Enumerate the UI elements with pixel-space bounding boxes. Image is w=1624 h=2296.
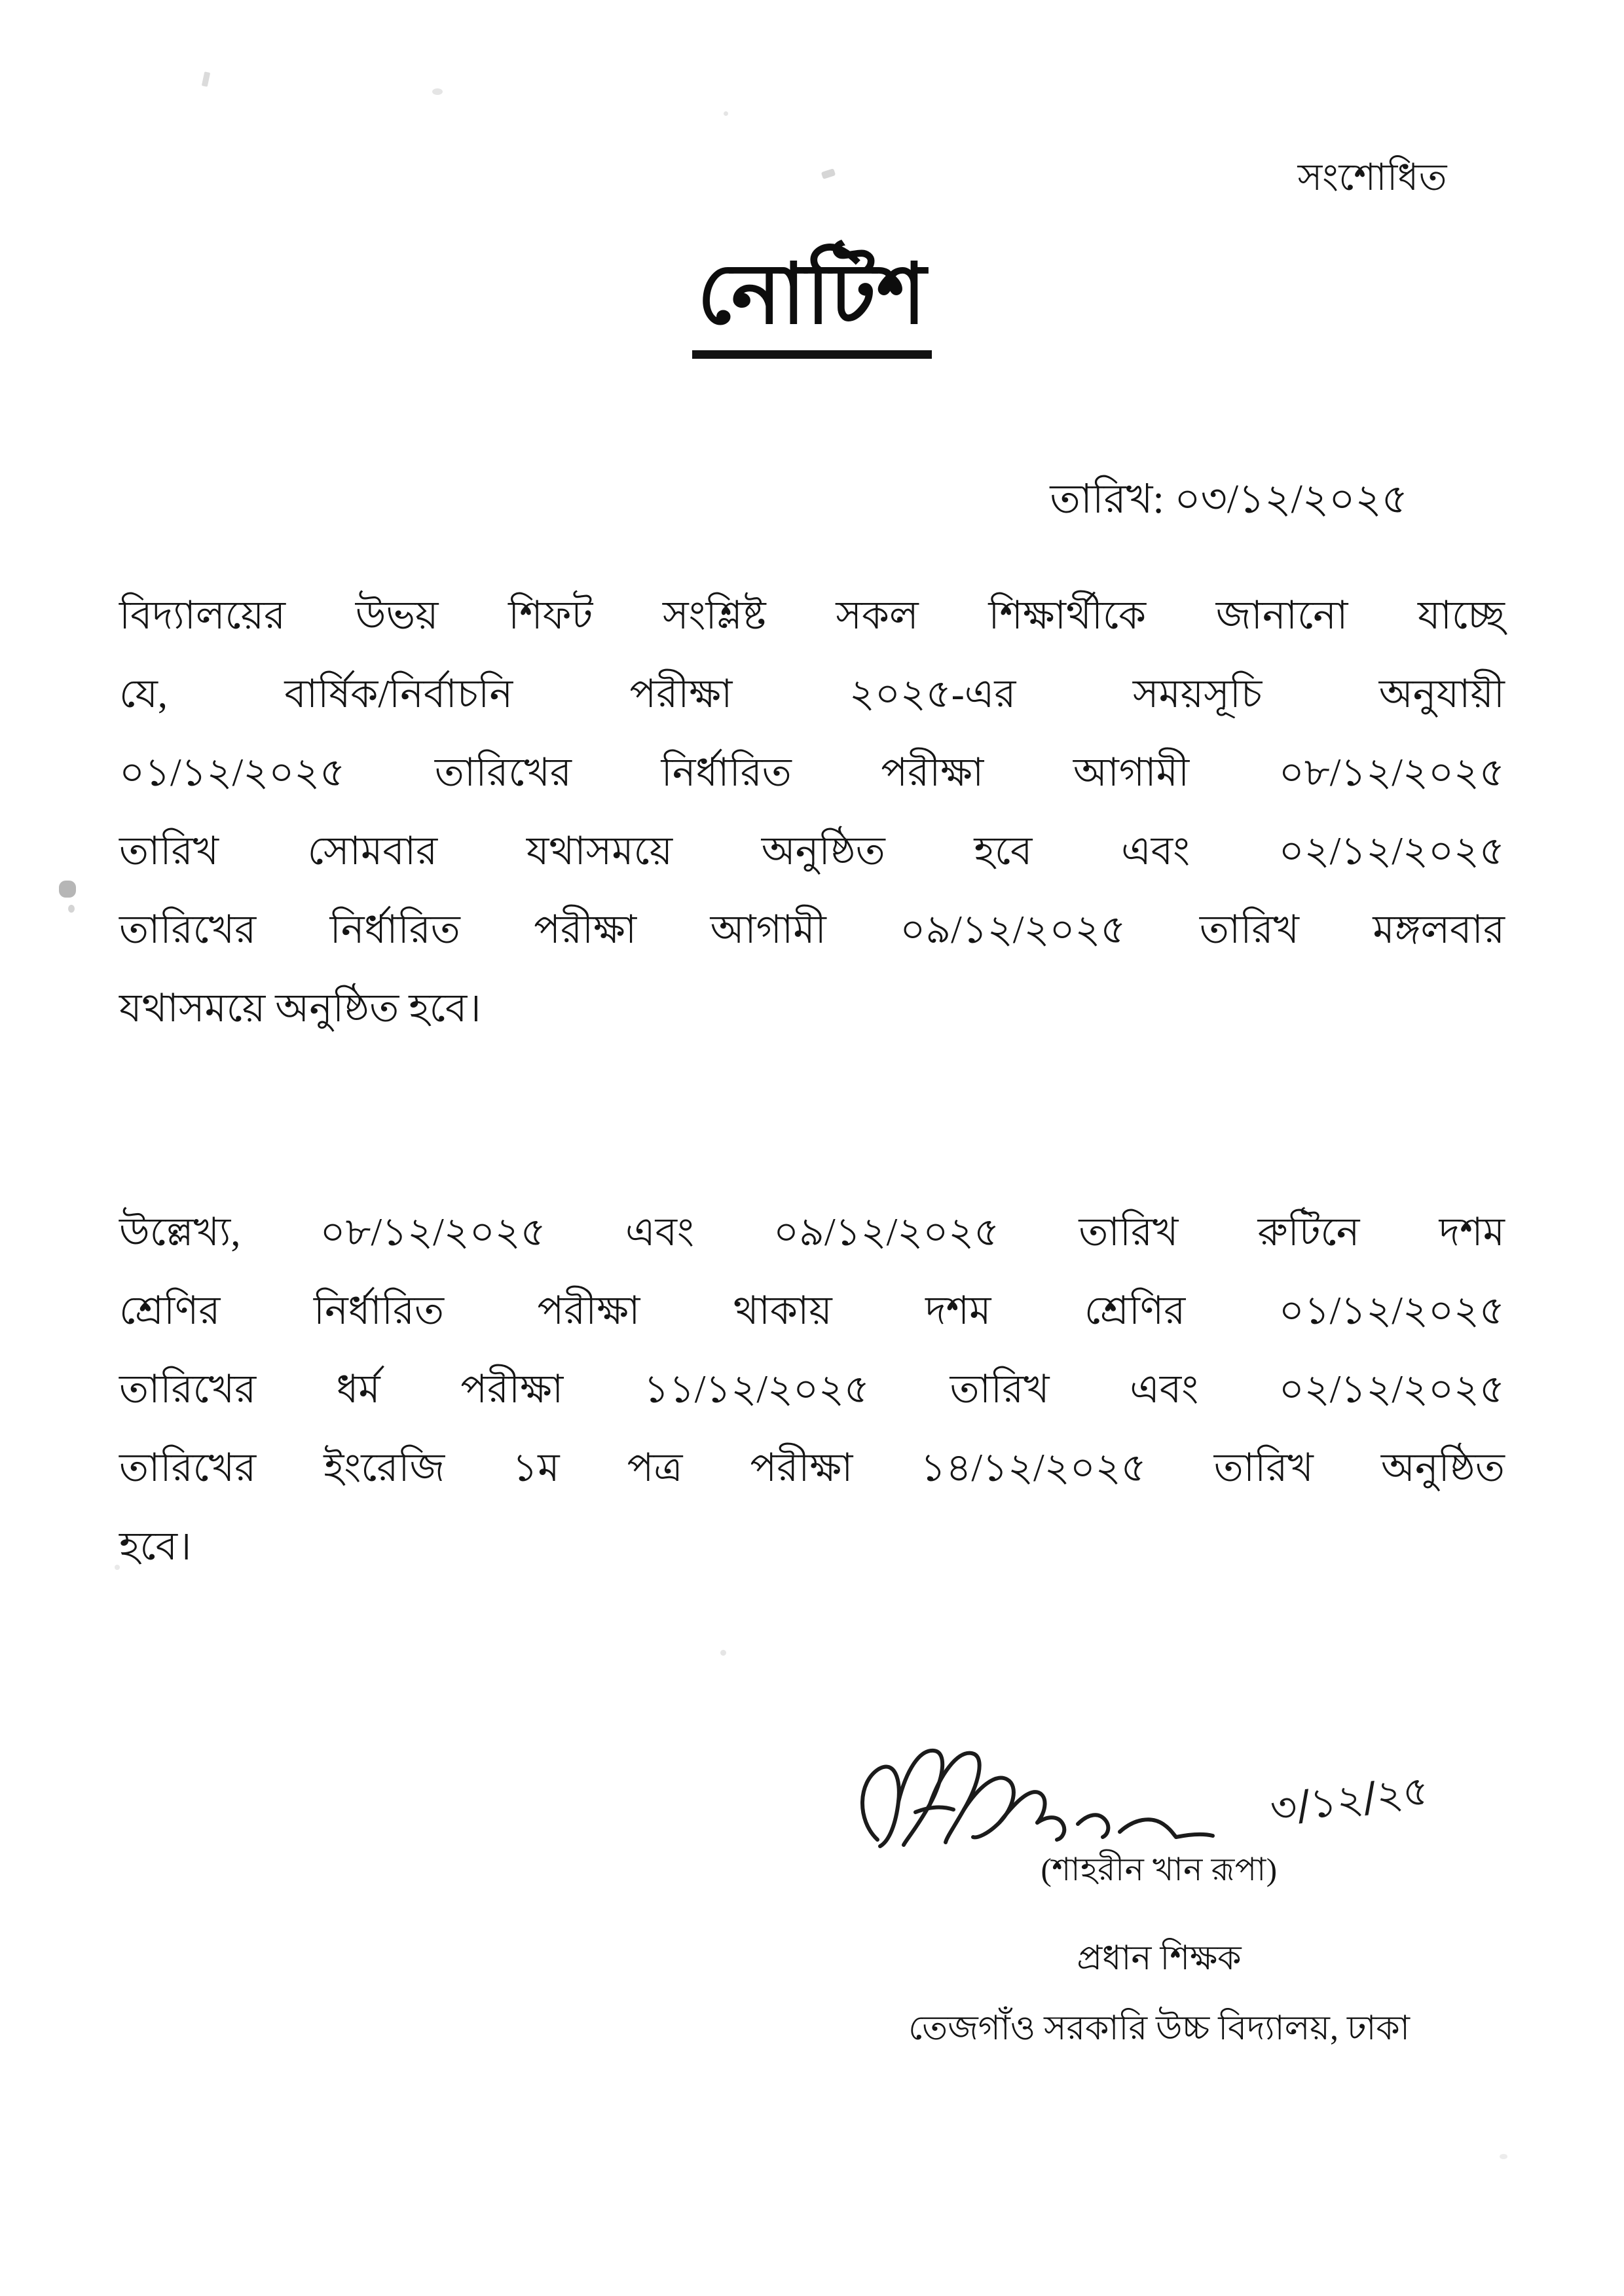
word: রুটিনে (1257, 1211, 1360, 1254)
word: আগামী (1073, 751, 1190, 794)
revised-label: সংশোধিত (1297, 157, 1447, 198)
word: জানানো (1215, 594, 1348, 637)
paragraph-one-line (119, 812, 1505, 890)
scan-artifact (821, 168, 836, 179)
paragraph-one-line (119, 733, 1505, 812)
paragraph-one-line (119, 655, 1505, 733)
scan-artifact (724, 111, 728, 116)
word: ০২/১২/২০২৫ (1278, 1368, 1505, 1411)
word: ১ম (512, 1446, 560, 1489)
scan-artifact (202, 71, 210, 86)
word: ০১/১২/২০২৫ (119, 751, 346, 794)
word: আগামী (710, 908, 826, 951)
word: সকল (836, 594, 919, 637)
word: পরীক্ষা (750, 1446, 853, 1489)
word: এবং (1130, 1368, 1199, 1411)
word: তারিখের (119, 1368, 257, 1411)
word: পরীক্ষা (537, 1289, 640, 1332)
word: নির্ধারিত (661, 751, 792, 794)
word: তারিখ (1199, 908, 1299, 951)
word: ০২/১২/২০২৫ (1278, 829, 1505, 873)
word: তারিখের (119, 1446, 257, 1489)
paragraph-one-line (119, 576, 1505, 655)
word: পরীক্ষা (460, 1368, 564, 1411)
scan-artifact (1500, 2154, 1507, 2159)
word: ০৮/১২/২০২৫ (320, 1211, 546, 1254)
word: তারিখ (1079, 1211, 1179, 1254)
institution-name: তেজগাঁও সরকারি উচ্চ বিদ্যালয়, ঢাকা (908, 2010, 1410, 2047)
scan-artifact (59, 881, 76, 898)
word: এবং (625, 1211, 694, 1254)
word: তারিখের (434, 751, 572, 794)
scan-artifact (720, 1650, 726, 1656)
word: শ্রেণির (1084, 1289, 1186, 1332)
word: এবং (1121, 829, 1190, 873)
word: পরীক্ষা (881, 751, 984, 794)
word: ইংরেজি (323, 1446, 445, 1489)
word: শিফট (508, 594, 593, 637)
word: অনুষ্ঠিত (1380, 1446, 1505, 1489)
paragraph-two-line (119, 1429, 1505, 1507)
word: সময়সূচি (1132, 672, 1263, 716)
word: তারিখ (119, 829, 219, 873)
word: নির্ধারিত (329, 908, 460, 951)
notice-date: তারিখ: ০৩/১২/২০২৫ (1050, 477, 1408, 522)
word: নির্ধারিত (313, 1289, 445, 1332)
word: তারিখ (950, 1368, 1050, 1411)
word: ধর্ম (336, 1368, 380, 1411)
word: ০৯/১২/২০২৫ (900, 908, 1126, 951)
word: ০৯/১২/২০২৫ (773, 1211, 1000, 1254)
word: তারিখ (1213, 1446, 1314, 1489)
title-container (0, 249, 1624, 359)
paragraph-two-line (119, 1350, 1505, 1429)
word: দশম (925, 1289, 991, 1332)
word: অনুষ্ঠিত (761, 829, 885, 873)
word: সোমবার (307, 829, 438, 873)
notice-body (119, 576, 1505, 1586)
word: ১১/১২/২০২৫ (643, 1368, 870, 1411)
signature-block (812, 1741, 1506, 2058)
word: থাকায় (733, 1289, 832, 1332)
word: তারিখের (119, 908, 257, 951)
date-container (1050, 468, 1408, 536)
scan-artifact (68, 905, 75, 913)
paragraph-one (119, 576, 1505, 1048)
revised-stamp (1298, 149, 1447, 211)
word: বার্ষিক/নির্বাচনি (284, 672, 513, 716)
word: যথাসময়ে (526, 829, 673, 873)
word: হবে (974, 829, 1033, 873)
word: সংশ্লিষ্ট (662, 594, 766, 637)
word: শিক্ষার্থীকে (988, 594, 1147, 637)
paragraph-one-line (119, 890, 1505, 969)
word: দশম (1439, 1211, 1505, 1254)
paragraph-two-line (119, 1271, 1505, 1350)
handwritten-date: ৩/১২/২৫ (1267, 1766, 1432, 1833)
word: মঙ্গলবার (1373, 908, 1505, 951)
paragraph-two (119, 1193, 1505, 1586)
word: বিদ্যালয়ের (119, 594, 286, 637)
word: ১৪/১২/২০২৫ (920, 1446, 1147, 1489)
scan-artifact (432, 88, 443, 95)
word: পরীক্ষা (629, 672, 733, 716)
paragraph-one-line: যথাসময়ে অনুষ্ঠিত হবে। (119, 987, 481, 1030)
word: ২০২৫-এর (849, 672, 1016, 716)
word: ০৮/১২/২০২৫ (1278, 751, 1505, 794)
word: পরীক্ষা (534, 908, 637, 951)
signatory-name: (শাহরীন খান রূপা) (1041, 1851, 1278, 1887)
paragraph-two-line: হবে। (119, 1525, 192, 1568)
word: পত্র (627, 1446, 683, 1489)
word: যাচ্ছে (1418, 594, 1505, 637)
paragraph-two-line (119, 1193, 1505, 1271)
page-title: নোটিশ (692, 249, 932, 359)
word: উভয় (355, 594, 439, 637)
word: অনুযায়ী (1378, 672, 1505, 716)
word: ০১/১২/২০২৫ (1278, 1289, 1505, 1332)
word: উল্লেখ্য, (119, 1211, 241, 1254)
word: যে, (119, 672, 168, 716)
word: শ্রেণির (119, 1289, 221, 1332)
signatory-designation: প্রধান শিক্ষক (1077, 1940, 1242, 1977)
